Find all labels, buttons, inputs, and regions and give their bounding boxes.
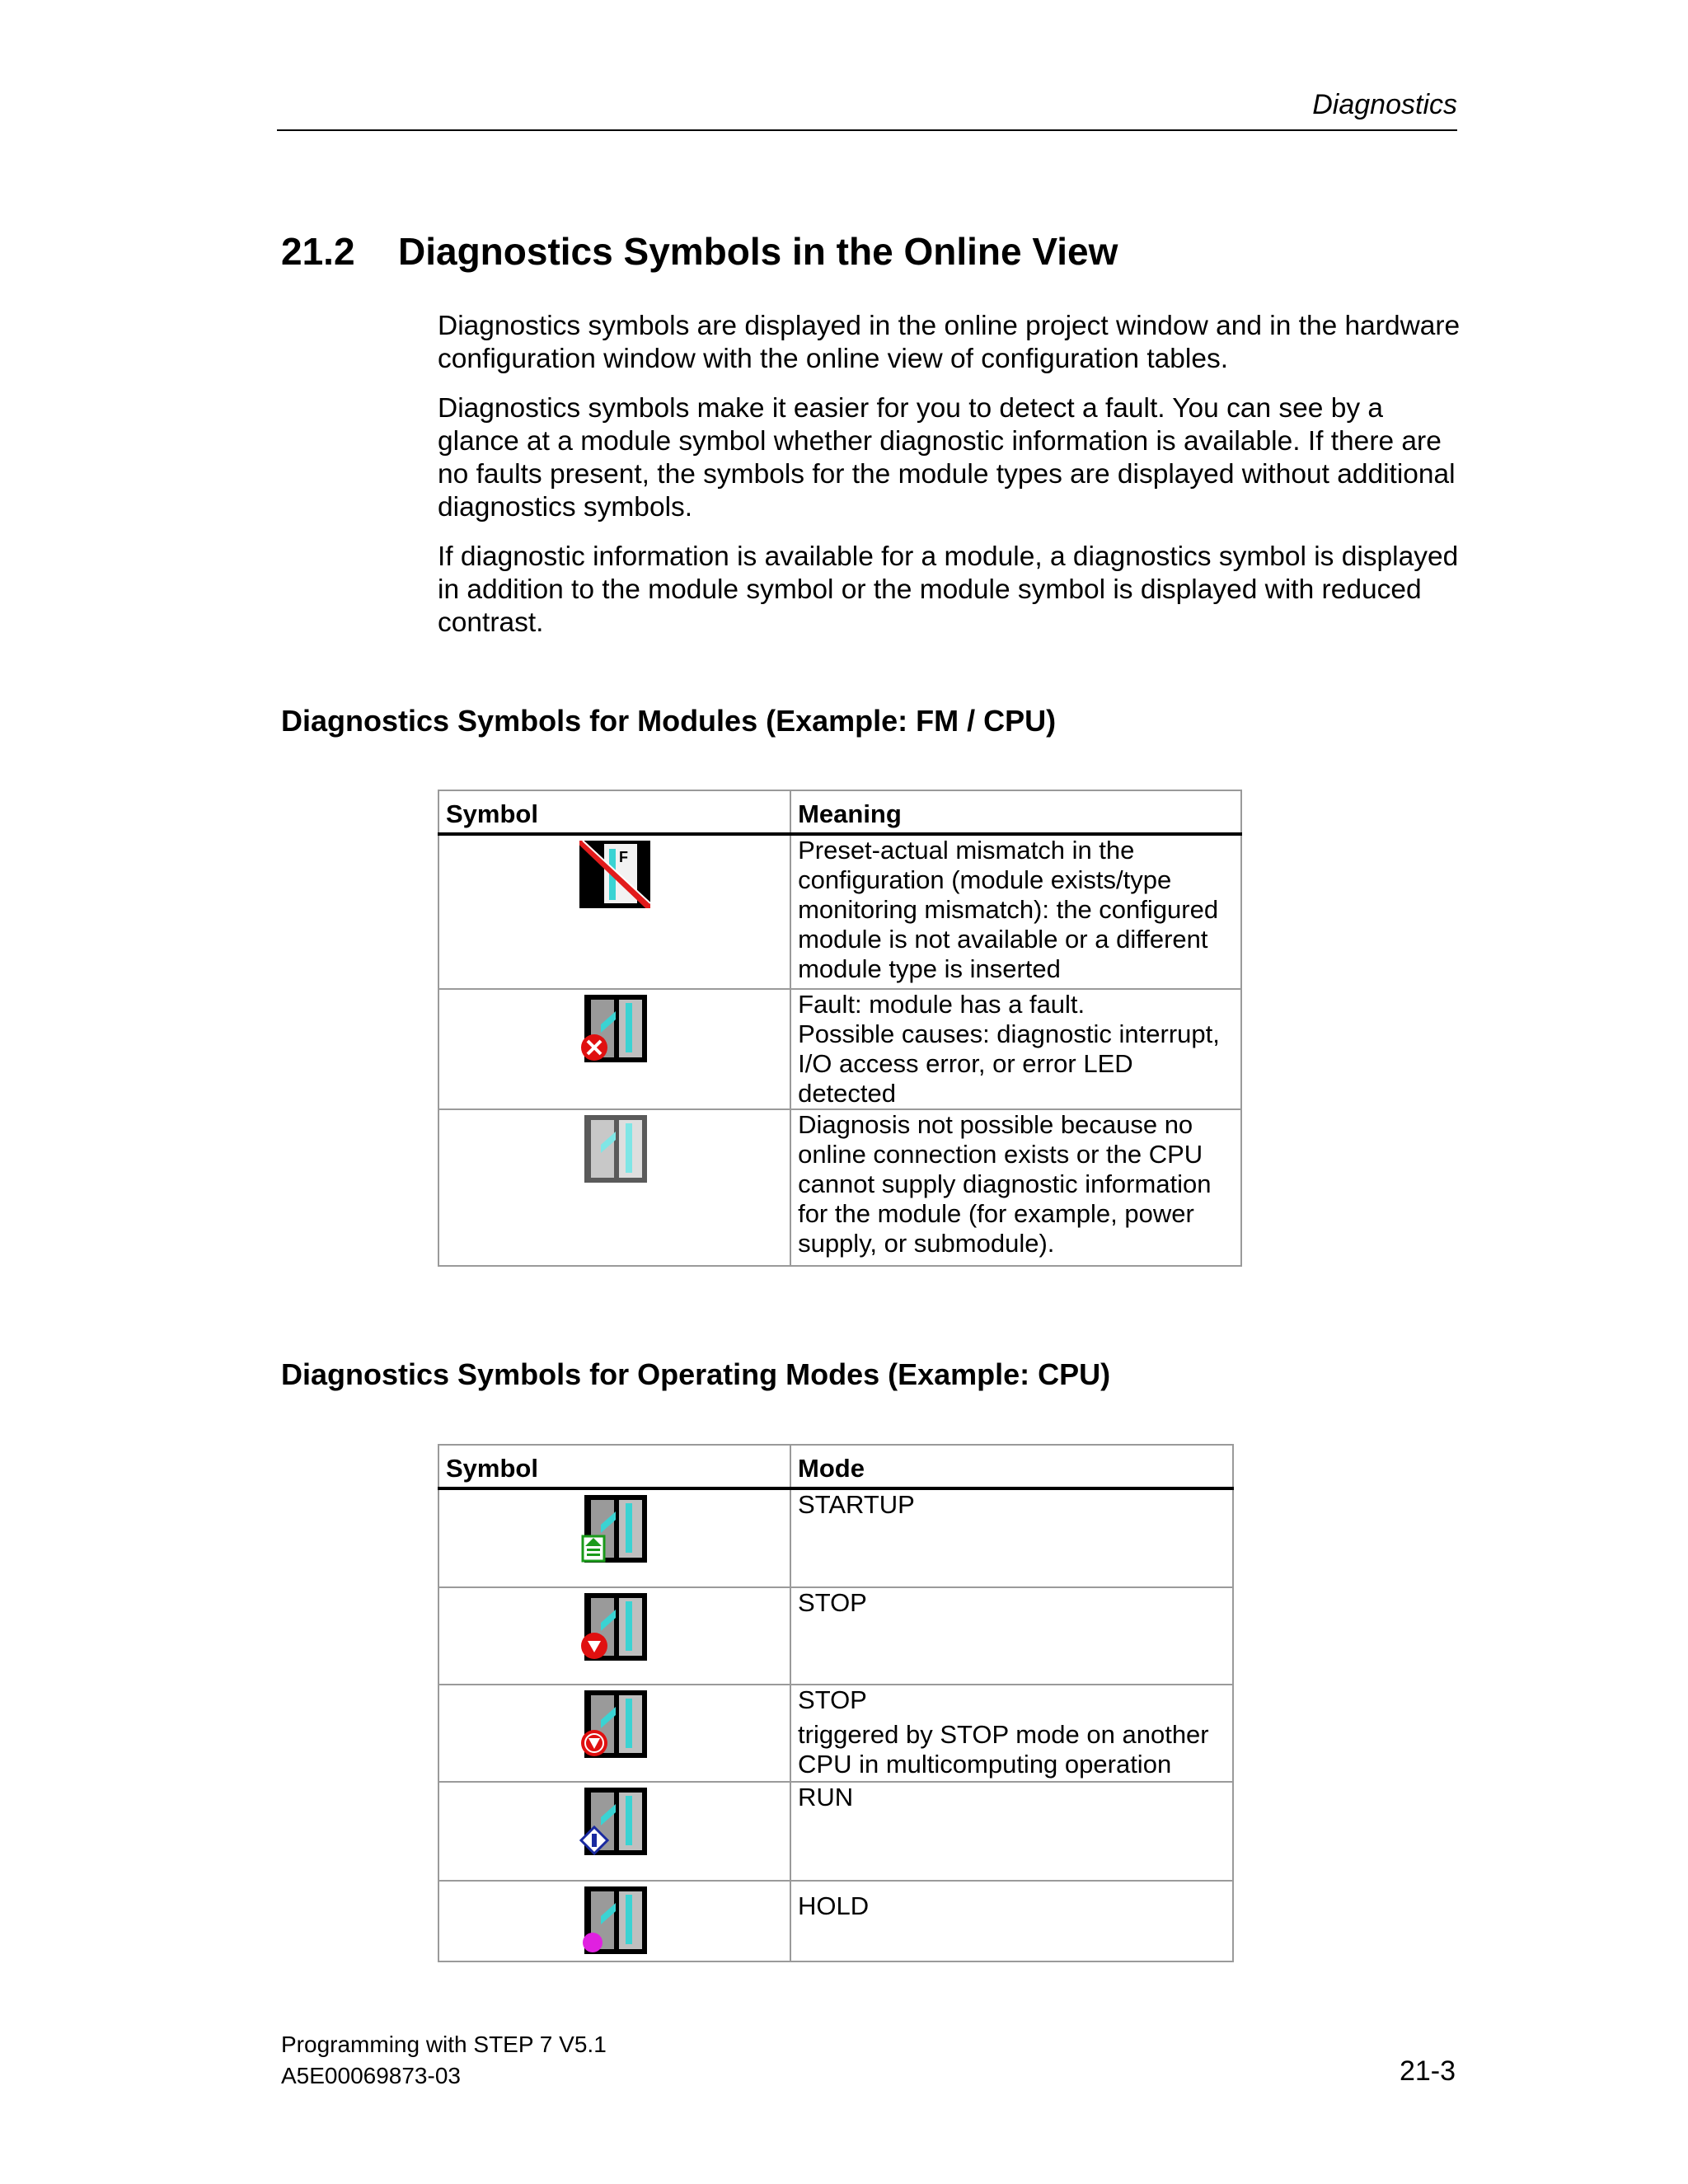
- intro-text: [438, 310, 1464, 656]
- column-header-meaning: Meaning: [790, 790, 1241, 834]
- column-header-symbol: Symbol: [438, 790, 790, 834]
- table-row: [438, 1587, 1233, 1685]
- table-row: [438, 1488, 1233, 1587]
- book-title: Programming with STEP 7 V5.1: [281, 2032, 607, 2057]
- table-row: [438, 1881, 1233, 1961]
- paragraph: Diagnostics symbols make it easier for you to detect a fault. You can see by a glance at a module symbol whether diagnostic information is available. If there are no faults present, the symbols for the module types are displayed without additional diagnostics symbols.: [438, 393, 1456, 523]
- meaning-cell: Preset-actual mismatch in the configuration (module exists/type monitoring mismatch): the configured module is not available or a different module type is inserted: [790, 834, 1241, 989]
- meaning-cell: Diagnosis not possible because no online connection exists or the CPU cannot supply diagnostic information for the module (for example, power supply, or submodule).: [790, 1109, 1241, 1266]
- page-number: 21-3: [1399, 2055, 1456, 2087]
- header-rule: [277, 129, 1457, 131]
- modes-subheading: Diagnostics Symbols for Operating Modes (Example: CPU): [281, 1357, 1111, 1391]
- table-row: [438, 989, 1241, 1109]
- section-number: 21.2: [281, 230, 355, 273]
- cpu-startup-icon: [579, 1495, 650, 1563]
- document-number: A5E00069873-03: [281, 2063, 461, 2088]
- mode-label: STARTUP: [798, 1490, 915, 1519]
- modules-subheading: Diagnostics Symbols for Modules (Example: FM / CPU): [281, 704, 1057, 738]
- section-title-text: Diagnostics Symbols in the Online View: [398, 230, 1118, 273]
- module-mismatch-icon: [579, 841, 650, 908]
- table-row: [438, 1782, 1233, 1881]
- mode-label: STOP: [798, 1685, 867, 1714]
- cpu-hold-icon: [579, 1886, 650, 1954]
- table-row: [438, 1109, 1241, 1266]
- section-title: [281, 229, 1118, 274]
- mode-cell: [790, 1881, 1233, 1961]
- paragraph: If diagnostic information is available for a module, a diagnostics symbol is displayed in addition to the module symbol or the module symbol is displayed with reduced contrast.: [438, 541, 1459, 638]
- mode-note: triggered by STOP mode on another CPU in multicomputing operation: [798, 1720, 1209, 1779]
- column-header-mode: Mode: [790, 1445, 1233, 1488]
- mode-label: STOP: [798, 1588, 867, 1617]
- cpu-run-icon: [579, 1788, 650, 1855]
- svg-text:F: F: [618, 849, 628, 865]
- module-no-diagnosis-icon: [579, 1115, 650, 1183]
- cpu-stop-multicomputing-icon: [579, 1690, 650, 1758]
- mode-cell: [790, 1488, 1233, 1587]
- meaning-cell: Fault: module has a fault. Possible causes: diagnostic interrupt, I/O access error, or error LED detected: [790, 989, 1241, 1109]
- mode-cell: [790, 1587, 1233, 1685]
- mode-label: RUN: [798, 1783, 854, 1811]
- running-head: Diagnostics: [1312, 89, 1457, 120]
- footer-left: [281, 2029, 607, 2092]
- column-header-symbol: Symbol: [438, 1445, 790, 1488]
- mode-cell: [790, 1782, 1233, 1881]
- table-row: [438, 1685, 1233, 1782]
- table-row: [438, 834, 1241, 989]
- mode-label: HOLD: [798, 1891, 870, 1920]
- mode-cell: [790, 1685, 1233, 1782]
- modules-symbol-table: [438, 790, 1242, 1267]
- module-fault-icon: [579, 995, 650, 1062]
- paragraph: Diagnostics symbols are displayed in the online project window and in the hardware configuration window with the online view of configuration tables.: [438, 311, 1461, 374]
- cpu-stop-icon: [579, 1593, 650, 1661]
- modes-symbol-table: [438, 1444, 1234, 1962]
